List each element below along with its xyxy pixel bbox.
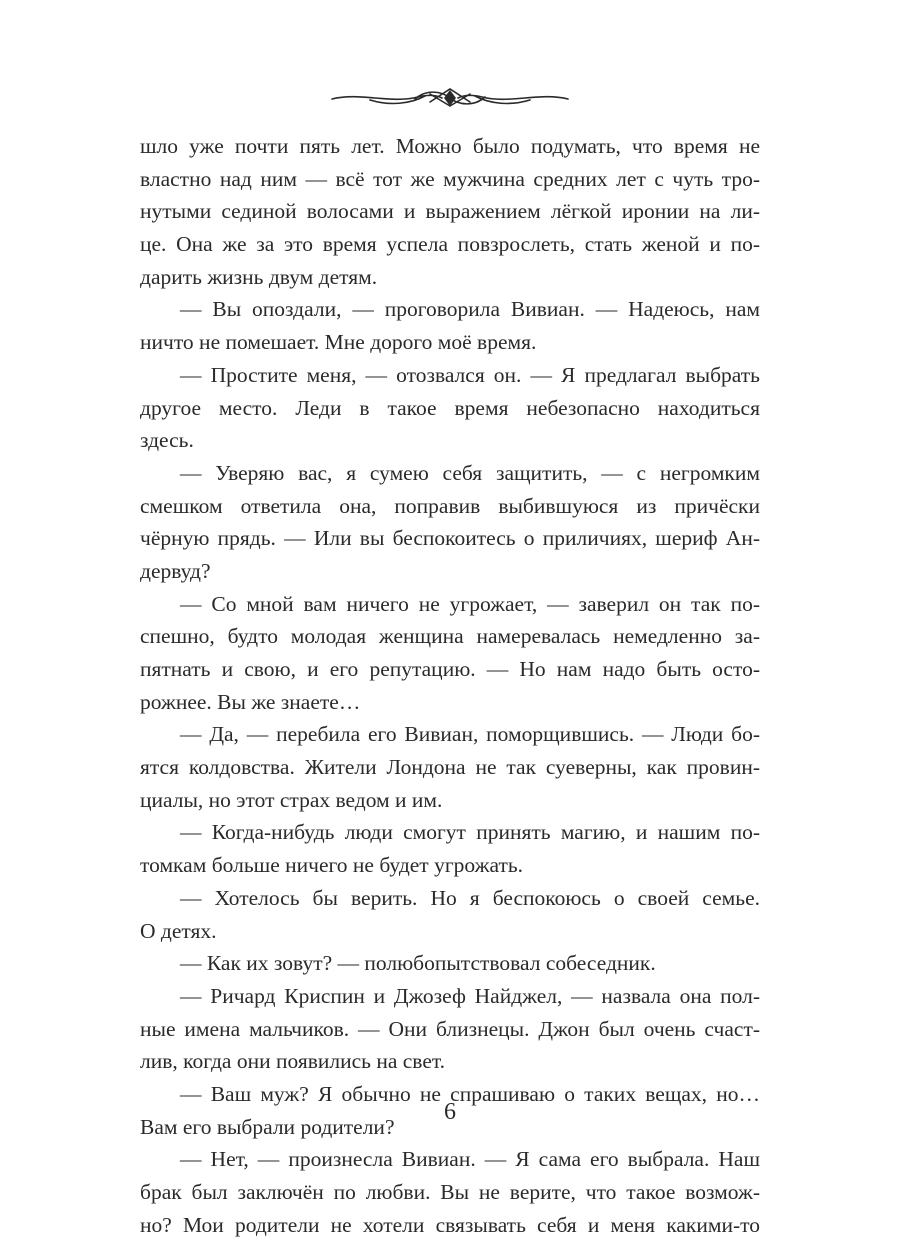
text-line: дервуд? [140, 558, 211, 583]
page-number: 6 [444, 1099, 456, 1125]
paragraph [140, 882, 760, 947]
paragraph [140, 718, 760, 816]
paragraph [140, 980, 760, 1078]
text-line: — Нет, — произнесла Вивиан. — Я сама его выбрала. Наш [180, 1147, 760, 1172]
text-line: рожнее. Вы же знаете… [140, 689, 361, 714]
text-line: брак был заключён по любви. Вы не верите, что такое возмож- [140, 1180, 760, 1204]
text-line: — Ваш муж? Я обычно не спрашиваю о таких вещах, но… [180, 1081, 760, 1106]
text-line: нутыми сединой волосами и выражением лёгкой иронии на ли- [140, 199, 760, 224]
paragraph [140, 359, 760, 457]
text-line: циалы, но этот страх ведом и им. [140, 787, 443, 812]
text-line: чёрную прядь. — Или вы беспокоитесь о приличиях, шериф Ан- [140, 526, 760, 551]
text-line: томкам больше ничего не будет угрожать. [140, 853, 524, 878]
paragraph [140, 130, 760, 293]
text-line: — Да, — перебила его Вивиан, поморщившись. — Люди бо- [180, 722, 760, 747]
text-line: — Когда-нибудь люди смогут принять магию, и нашим по- [180, 820, 760, 845]
paragraph [140, 1143, 760, 1241]
text-line: здесь. [140, 428, 194, 453]
text-line: шло уже почти пять лет. Можно было подумать, что время не [140, 134, 760, 158]
text-line: — Со мной вам ничего не угрожает, — заверил он так по- [180, 591, 760, 616]
text-line: — Уверяю вас, я сумею себя защитить, — с негромким [180, 460, 760, 485]
paragraph [140, 816, 760, 881]
text-line: дарить жизнь двум детям. [140, 264, 378, 289]
text-line: — Вы опоздали, — проговорила Вивиан. — Надеюсь, нам [180, 297, 760, 322]
text-line: — Простите меня, — отозвался он. — Я предлагал выбрать [180, 362, 760, 387]
ornament-divider-icon [330, 84, 570, 112]
text-line: це. Она же за это время успела повзрослеть, стать женой и по- [140, 232, 760, 257]
paragraph [140, 588, 760, 719]
text-line: лив, когда они появились на свет. [140, 1049, 446, 1074]
text-line: ные имена мальчиков. — Они близнецы. Джон был очень счаст- [140, 1016, 760, 1041]
text-line: смешком ответила она, поправив выбившуюся из причёски [140, 493, 760, 518]
text-line: но? Мои родители не хотели связывать себя и меня какими-то [140, 1212, 760, 1237]
text-line: — Как их зовут? — полюбопытствовал собеседник. [180, 951, 656, 976]
text-line: ничто не помешает. Мне дорого моё время. [140, 330, 537, 355]
paragraph [140, 947, 760, 980]
body-text [140, 130, 760, 1241]
text-line: спешно, будто молодая женщина намеревалась немедленно за- [140, 624, 760, 649]
text-line: другое место. Леди в такое время небезопасно находиться [140, 395, 760, 420]
text-line: О детях. [140, 918, 217, 943]
text-line: Вам его выбрали родители? [140, 1114, 395, 1139]
paragraph [140, 457, 760, 588]
text-line: пятнать и свою, и его репутацию. — Но нам надо быть осто- [140, 657, 760, 681]
text-line: властно над ним — всё тот же мужчина средних лет с чуть тро- [140, 166, 760, 191]
text-line: — Хотелось бы верить. Но я беспокоюсь о своей семье. [180, 885, 760, 910]
paragraph [140, 293, 760, 358]
text-line: ятся колдовства. Жители Лондона не так суеверны, как провин- [140, 755, 760, 780]
text-line: — Ричард Криспин и Джозеф Найджел, — назвала она пол- [180, 983, 760, 1008]
